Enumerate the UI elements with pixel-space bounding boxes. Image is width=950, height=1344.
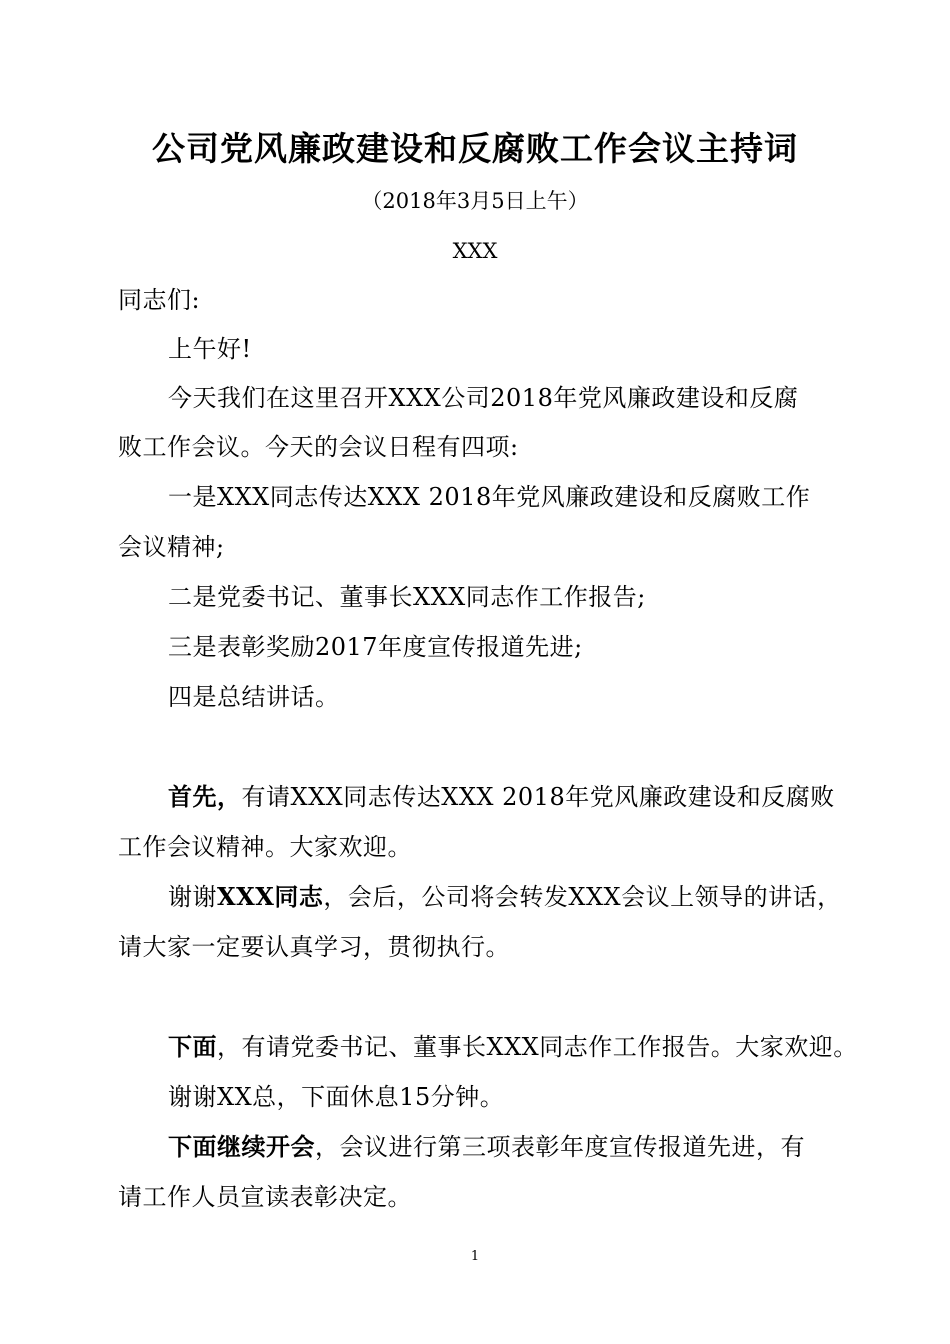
thanks-line1-text: ，会后，公司将会转发XXX会议上领导的讲话， <box>323 883 842 911</box>
thanks-prefix: 谢谢 <box>168 883 217 911</box>
first-lead: 首先， <box>168 782 242 811</box>
document-date: （2018年3月5日上午） <box>361 189 589 213</box>
salutation: 同志们: <box>118 286 201 314</box>
document-author: XXX <box>452 239 498 263</box>
next-paragraph <box>168 1030 858 1064</box>
next-lead: 下面 <box>168 1032 217 1061</box>
resume-paragraph-line2: 请工作人员宣读表彰决定。 <box>118 1183 412 1211</box>
thanks-paragraph-line1 <box>168 880 842 914</box>
greeting: 上午好! <box>168 335 252 363</box>
thanks-paragraph-line2: 请大家一定要认真学习，贯彻执行。 <box>118 933 510 961</box>
agenda-item-1-line1: 一是XXX同志传达XXX 2018年党风廉政建设和反腐败工作 <box>168 483 811 511</box>
thanks-bold-name: XXX同志 <box>217 882 324 911</box>
thanks2-paragraph: 谢谢XX总，下面休息15分钟。 <box>168 1083 505 1111</box>
resume-lead: 下面继续开会 <box>168 1132 315 1161</box>
intro-paragraph-line1: 今天我们在这里召开XXX公司2018年党风廉政建设和反腐 <box>168 384 799 412</box>
document-title: 公司党风廉政建设和反腐败工作会议主持词 <box>152 129 798 168</box>
first-paragraph-line2: 工作会议精神。大家欢迎。 <box>118 833 412 861</box>
agenda-item-3: 三是表彰奖励2017年度宣传报道先进; <box>168 633 583 661</box>
next-text: ，有请党委书记、董事长XXX同志作工作报告。大家欢迎。 <box>217 1033 858 1061</box>
agenda-item-1-line2: 会议精神; <box>118 533 225 561</box>
page-number: 1 <box>470 1249 480 1264</box>
first-paragraph-line1 <box>168 780 835 814</box>
agenda-item-2: 二是党委书记、董事长XXX同志作工作报告; <box>168 583 646 611</box>
resume-paragraph-line1 <box>168 1130 805 1164</box>
resume-line1-text: ，会议进行第三项表彰年度宣传报道先进，有 <box>315 1133 805 1161</box>
first-line1-text: 有请XXX同志传达XXX 2018年党风廉政建设和反腐败 <box>241 783 835 811</box>
intro-paragraph-line2: 败工作会议。今天的会议日程有四项: <box>118 433 519 461</box>
agenda-item-4: 四是总结讲话。 <box>168 683 340 711</box>
